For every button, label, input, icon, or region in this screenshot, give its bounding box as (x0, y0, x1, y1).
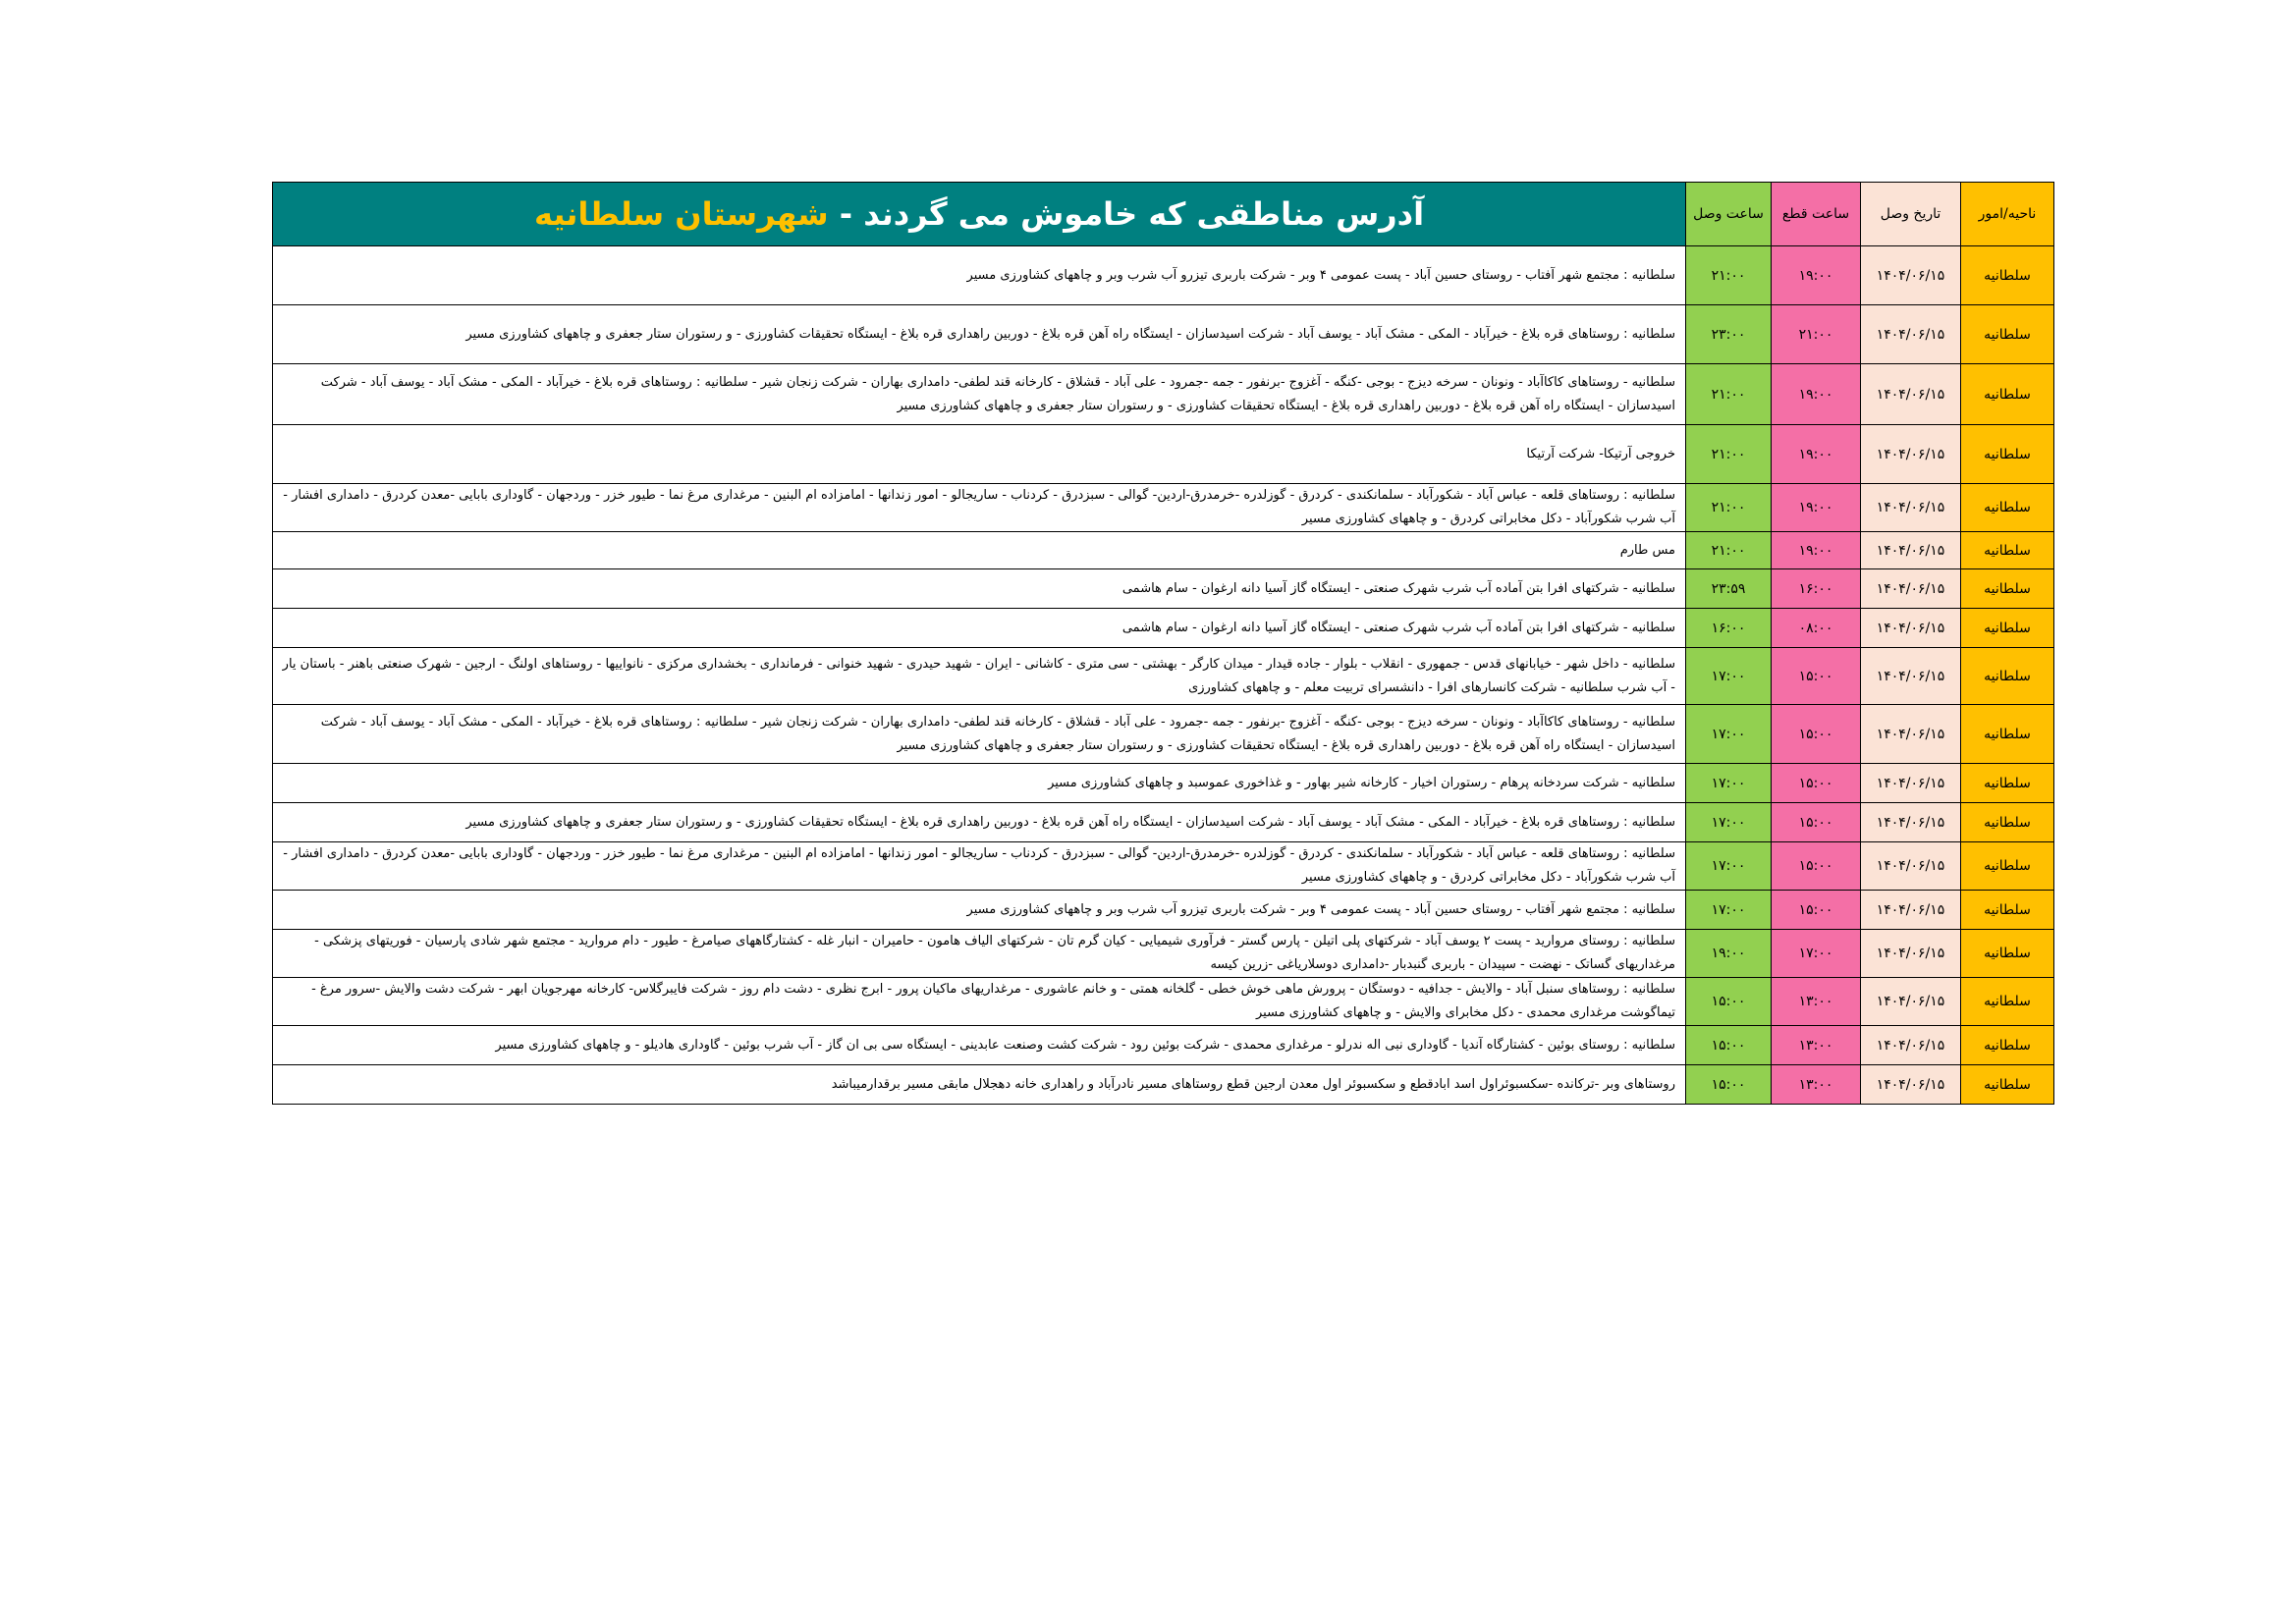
date-cell: ۱۴۰۴/۰۶/۱۵ (1861, 1065, 1961, 1105)
title-city: شهرستان سلطانیه (533, 195, 829, 233)
table-row (273, 1026, 2054, 1065)
table-row (273, 764, 2054, 803)
off-time-cell: ۱۵:۰۰ (1772, 842, 1861, 891)
address-cell: سلطانیه : روستاهای قلعه - عباس آباد - شکورآباد - سلمانکندی - کردرق - گوزلدره -خرمدرق-اردین- گوالی - سبزدرق - کردناب - ساریجالو - امور زندانها - امامزاده ام البنین - مرغداری مرغ نما - طیور خزر - وردجهان - گاوداری بابایی -معدن کردرق - دامداری افشار - آب شرب شکورآباد - دکل مخابراتی کردرق - و چاههای کشاورزی مسیر (273, 842, 1686, 891)
off-time-cell: ۱۵:۰۰ (1772, 705, 1861, 764)
off-time-cell: ۱۹:۰۰ (1772, 364, 1861, 425)
date-cell: ۱۴۰۴/۰۶/۱۵ (1861, 891, 1961, 930)
address-cell: سلطانیه - شرکت سردخانه پرهام - رستوران اخیار - کارخانه شیر بهاور - و غذاخوری عموسبد و چاههای کشاورزی مسیر (273, 764, 1686, 803)
area-cell: سلطانیه (1961, 978, 2054, 1026)
area-cell: سلطانیه (1961, 764, 2054, 803)
area-cell: سلطانیه (1961, 484, 2054, 532)
area-cell: سلطانیه (1961, 930, 2054, 978)
address-cell: سلطانیه : مجتمع شهر آفتاب - روستای حسین آباد - پست عمومی ۴ وبر - شرکت باربری تیزرو آب شرب وبر و چاههای کشاورزی مسیر (273, 891, 1686, 930)
area-cell: سلطانیه (1961, 532, 2054, 569)
off-time-cell: ۱۶:۰۰ (1772, 569, 1861, 609)
off-time-cell: ۱۳:۰۰ (1772, 1026, 1861, 1065)
address-cell: سلطانیه : روستاهای قره بلاغ - خیرآباد - المکی - مشک آباد - یوسف آباد - شرکت اسیدسازان - ایستگاه راه آهن قره بلاغ - دوربین راهداری قره بلاغ - ایستگاه تحقیقات کشاورزی - و رستوران ستار جعفری و چاههای کشاورزی مسیر (273, 305, 1686, 364)
off-time-cell: ۱۷:۰۰ (1772, 930, 1861, 978)
on-time-cell: ۲۳:۰۰ (1686, 305, 1772, 364)
address-cell: سلطانیه : روستای بوئین - کشتارگاه آندیا - گاوداری نبی اله ندرلو - مرغداری محمدی - شرکت بوئین رود - شرکت کشت وصنعت عابدینی - ایستگاه سی بی ان گاز - آب شرب بوئین - گاوداری هادیلو - و چاههای کشاورزی مسیر (273, 1026, 1686, 1065)
area-cell: سلطانیه (1961, 891, 2054, 930)
table-row (273, 246, 2054, 305)
area-cell: سلطانیه (1961, 305, 2054, 364)
address-cell: سلطانیه : روستاهای قلعه - عباس آباد - شکورآباد - سلمانکندی - کردرق - گوزلدره -خرمدرق-اردین- گوالی - سبزدرق - کردناب - ساریجالو - امور زندانها - امامزاده ام البنین - مرغداری مرغ نما - طیور خزر - وردجهان - گاوداری بابایی -معدن کردرق - دامداری افشار - آب شرب شکورآباد - دکل مخابراتی کردرق - و چاههای کشاورزی مسیر (273, 484, 1686, 532)
address-cell: سلطانیه : روستاهای سنبل آباد - والایش - جدافیه - دوستگان - پرورش ماهی خوش خطی - گلخانه همتی - و خانم عاشوری - مرغداریهای ماکیان پرور - ابرج نظری - دشت دام روز - شرکت فایبرگلاس- کارخانه مهرجویان ابهر - شرکت دشت والایش -سرور مرغ - تیماگوشت مرغداری محمدی - دکل مخابرای والایش - و چاههای کشاورزی مسیر (273, 978, 1686, 1026)
page-title (273, 183, 1686, 246)
on-time-cell: ۲۱:۰۰ (1686, 425, 1772, 484)
address-cell: سلطانیه : روستای مروارید - پست ۲ یوسف آباد - شرکتهای پلی اتیلن - پارس گستر - فرآوری شیمیایی - کیان گرم تان - شرکتهای الیاف هامون - حامیران - انبار غله - کشتارگاههای صیامرغ - طیور - دام مروارید - مجتمع شهر شادی پارسیان - فوریتهای پزشکی - مرغداریهای گساتک - نهضت - سپیدان - باربری گنبدبار -دامداری دوسلاریاغی -زرین کیسه (273, 930, 1686, 978)
on-time-cell: ۱۷:۰۰ (1686, 803, 1772, 842)
on-time-cell: ۲۱:۰۰ (1686, 532, 1772, 569)
table-row (273, 842, 2054, 891)
table-row (273, 305, 2054, 364)
table-row (273, 648, 2054, 705)
address-cell: سلطانیه - روستاهای کاکاآباد - ونونان - سرخه دیزج - بوجی -کنگه - آغزوج -برنفور - جمه -جمرود - علی آباد - قشلاق - کارخانه قند لطفی- دامداری بهاران - شرکت زنجان شیر - سلطانیه : روستاهای قره بلاغ - خیرآباد - المکی - مشک آباد - یوسف آباد - شرکت اسیدسازان - ایستگاه راه آهن قره بلاغ - دوربین راهداری قره بلاغ - ایستگاه تحقیقات کشاورزی - و رستوران ستار جعفری و چاههای کشاورزی مسیر (273, 364, 1686, 425)
on-time-cell: ۱۵:۰۰ (1686, 1026, 1772, 1065)
off-time-cell: ۲۱:۰۰ (1772, 305, 1861, 364)
address-cell: سلطانیه - شرکتهای افرا بتن آماده آب شرب شهرک صنعتی - ایستگاه گاز آسیا دانه ارغوان - سام هاشمی (273, 609, 1686, 648)
address-cell: روستاهای وبر -ترکانده -سکسبوئراول اسد ابادقطع و سکسبوئر اول معدن ارجین قطع روستاهای مسیر نادرآباد و راهداری خانه دهجلال مابقی مسیر برقدارمیباشد (273, 1065, 1686, 1105)
off-time-cell: ۱۳:۰۰ (1772, 978, 1861, 1026)
on-time-cell: ۱۷:۰۰ (1686, 705, 1772, 764)
area-cell: سلطانیه (1961, 569, 2054, 609)
on-time-cell: ۱۷:۰۰ (1686, 891, 1772, 930)
area-cell: سلطانیه (1961, 1065, 2054, 1105)
area-cell: سلطانیه (1961, 705, 2054, 764)
on-time-cell: ۲۳:۵۹ (1686, 569, 1772, 609)
table-row (273, 364, 2054, 425)
table-row (273, 484, 2054, 532)
date-cell: ۱۴۰۴/۰۶/۱۵ (1861, 764, 1961, 803)
on-time-cell: ۱۷:۰۰ (1686, 842, 1772, 891)
header-on-time: ساعت وصل (1686, 183, 1772, 246)
on-time-cell: ۱۶:۰۰ (1686, 609, 1772, 648)
off-time-cell: ۰۸:۰۰ (1772, 609, 1861, 648)
table-row (273, 425, 2054, 484)
on-time-cell: ۲۱:۰۰ (1686, 364, 1772, 425)
off-time-cell: ۱۵:۰۰ (1772, 764, 1861, 803)
off-time-cell: ۱۹:۰۰ (1772, 425, 1861, 484)
date-cell: ۱۴۰۴/۰۶/۱۵ (1861, 1026, 1961, 1065)
date-cell: ۱۴۰۴/۰۶/۱۵ (1861, 532, 1961, 569)
area-cell: سلطانیه (1961, 609, 2054, 648)
address-cell: سلطانیه : روستاهای قره بلاغ - خیرآباد - المکی - مشک آباد - یوسف آباد - شرکت اسیدسازان - ایستگاه راه آهن قره بلاغ - دوربین راهداری قره بلاغ - ایستگاه تحقیقات کشاورزی - و رستوران ستار جعفری و چاههای کشاورزی مسیر (273, 803, 1686, 842)
off-time-cell: ۱۹:۰۰ (1772, 484, 1861, 532)
off-time-cell: ۱۹:۰۰ (1772, 246, 1861, 305)
address-cell: سلطانیه - روستاهای کاکاآباد - ونونان - سرخه دیزج - بوجی -کنگه - آغزوج -برنفور - جمه -جمرود - علی آباد - قشلاق - کارخانه قند لطفی- دامداری بهاران - شرکت زنجان شیر - سلطانیه : روستاهای قره بلاغ - خیرآباد - المکی - مشک آباد - یوسف آباد - شرکت اسیدسازان - ایستگاه راه آهن قره بلاغ - دوربین راهداری قره بلاغ - ایستگاه تحقیقات کشاورزی - و رستوران ستار جعفری و چاههای کشاورزی مسیر (273, 705, 1686, 764)
table-row (273, 569, 2054, 609)
area-cell: سلطانیه (1961, 364, 2054, 425)
header-row (273, 183, 2054, 246)
area-cell: سلطانیه (1961, 425, 2054, 484)
header-date: تاریخ وصل (1861, 183, 1961, 246)
date-cell: ۱۴۰۴/۰۶/۱۵ (1861, 978, 1961, 1026)
date-cell: ۱۴۰۴/۰۶/۱۵ (1861, 569, 1961, 609)
table-row (273, 978, 2054, 1026)
area-cell: سلطانیه (1961, 1026, 2054, 1065)
on-time-cell: ۱۷:۰۰ (1686, 648, 1772, 705)
address-cell: مس طارم (273, 532, 1686, 569)
table-row (273, 532, 2054, 569)
on-time-cell: ۱۵:۰۰ (1686, 978, 1772, 1026)
area-cell: سلطانیه (1961, 842, 2054, 891)
address-cell: سلطانیه - داخل شهر - خیابانهای قدس - جمهوری - انقلاب - بلوار - جاده قیدار - میدان کارگر - بهشتی - سی متری - کاشانی - ایران - شهید حیدری - شهید خنوانی - فرمانداری - بخشداری مرکزی - نانواییها - روستاهای اولنگ - ارجین - شهرک صنعتی باهنر - باستان یار - آب شرب سلطانیه - شرکت کانسارهای افرا - دانشسرای تربیت معلم - و چاههای کشاورزی (273, 648, 1686, 705)
address-cell: خروجی آرتیکا- شرکت آرتیکا (273, 425, 1686, 484)
table-row (273, 609, 2054, 648)
address-cell: سلطانیه - شرکتهای افرا بتن آماده آب شرب شهرک صنعتی - ایستگاه گاز آسیا دانه ارغوان - سام هاشمی (273, 569, 1686, 609)
header-off-time: ساعت قطع (1772, 183, 1861, 246)
area-cell: سلطانیه (1961, 803, 2054, 842)
table-row (273, 1065, 2054, 1105)
table-row (273, 891, 2054, 930)
date-cell: ۱۴۰۴/۰۶/۱۵ (1861, 842, 1961, 891)
date-cell: ۱۴۰۴/۰۶/۱۵ (1861, 425, 1961, 484)
table-row (273, 803, 2054, 842)
off-time-cell: ۱۵:۰۰ (1772, 891, 1861, 930)
area-cell: سلطانیه (1961, 246, 2054, 305)
off-time-cell: ۱۹:۰۰ (1772, 532, 1861, 569)
date-cell: ۱۴۰۴/۰۶/۱۵ (1861, 305, 1961, 364)
outage-schedule-table (272, 182, 2054, 1105)
title-main: آدرس مناطقی که خاموش می گردند - (828, 195, 1425, 233)
date-cell: ۱۴۰۴/۰۶/۱۵ (1861, 803, 1961, 842)
date-cell: ۱۴۰۴/۰۶/۱۵ (1861, 705, 1961, 764)
on-time-cell: ۱۵:۰۰ (1686, 1065, 1772, 1105)
date-cell: ۱۴۰۴/۰۶/۱۵ (1861, 484, 1961, 532)
header-area: ناحیه/امور (1961, 183, 2054, 246)
on-time-cell: ۲۱:۰۰ (1686, 484, 1772, 532)
date-cell: ۱۴۰۴/۰۶/۱۵ (1861, 609, 1961, 648)
date-cell: ۱۴۰۴/۰۶/۱۵ (1861, 930, 1961, 978)
address-cell: سلطانیه : مجتمع شهر آفتاب - روستای حسین آباد - پست عمومی ۴ وبر - شرکت باربری تیزرو آب شرب وبر و چاههای کشاورزی مسیر (273, 246, 1686, 305)
off-time-cell: ۱۳:۰۰ (1772, 1065, 1861, 1105)
date-cell: ۱۴۰۴/۰۶/۱۵ (1861, 246, 1961, 305)
table-row (273, 705, 2054, 764)
date-cell: ۱۴۰۴/۰۶/۱۵ (1861, 364, 1961, 425)
on-time-cell: ۱۷:۰۰ (1686, 764, 1772, 803)
on-time-cell: ۲۱:۰۰ (1686, 246, 1772, 305)
on-time-cell: ۱۹:۰۰ (1686, 930, 1772, 978)
table-row (273, 930, 2054, 978)
off-time-cell: ۱۵:۰۰ (1772, 803, 1861, 842)
date-cell: ۱۴۰۴/۰۶/۱۵ (1861, 648, 1961, 705)
off-time-cell: ۱۵:۰۰ (1772, 648, 1861, 705)
area-cell: سلطانیه (1961, 648, 2054, 705)
